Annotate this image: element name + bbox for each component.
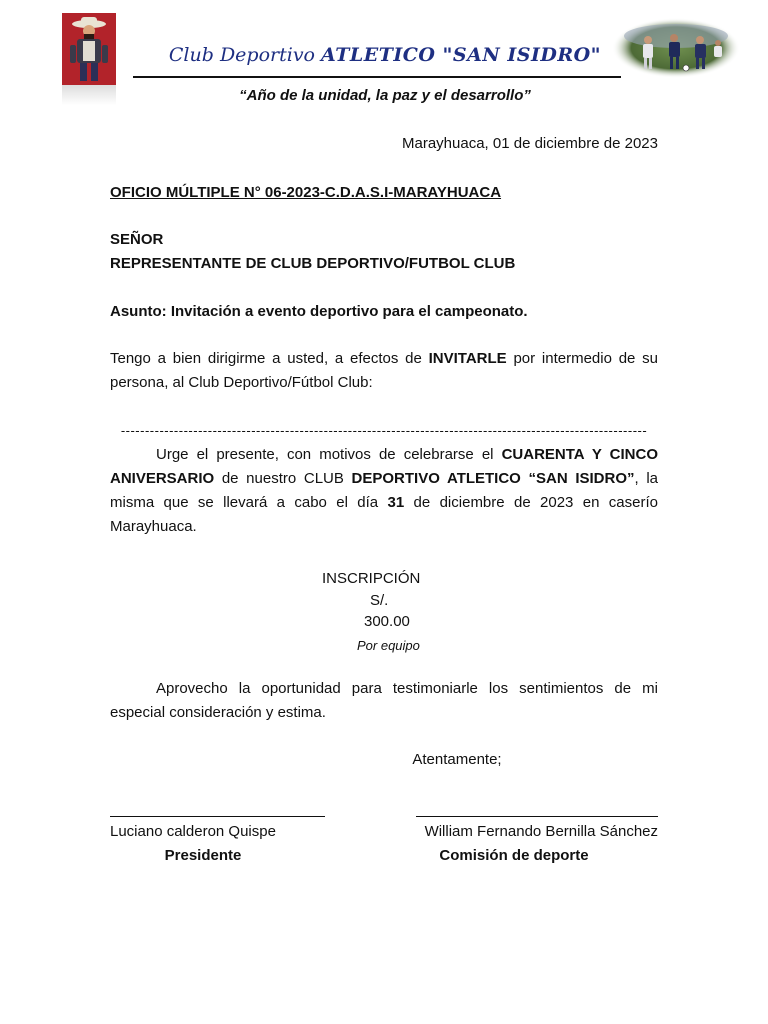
paragraph-anniversary — [110, 443, 658, 539]
fee-currency: S/. — [370, 592, 389, 609]
signer-name-president: Luciano calderon Quispe — [110, 823, 276, 840]
paragraph-invitation — [110, 347, 658, 395]
closing-salutation: Atentamente; — [412, 751, 502, 768]
blank-fill-line: ------------------------------------------------------------------------------------------------------------- — [120, 423, 648, 438]
p2-text-g: de diciembre de 2023 en caserío Marayhuaca. — [110, 494, 658, 535]
recipient: REPRESENTANTE DE CLUB DEPORTIVO/FUTBOL CLUB — [110, 255, 516, 272]
p2-text-club: DEPORTIVO ATLETICO “SAN ISIDRO” — [351, 470, 635, 487]
paragraph-closing: Aprovecho la oportunidad para testimoniarle los sentimientos de mi especial consideración y estima. — [110, 680, 658, 721]
signature-line-president — [110, 816, 325, 817]
p2-text-c: de nuestro CLUB — [214, 470, 352, 487]
signer-name-sports: William Fernando Bernilla Sánchez — [424, 823, 658, 840]
p2-text-day: 31 — [387, 494, 405, 511]
fee-label: INSCRIPCIÓN — [322, 570, 421, 587]
p2-text-anniversary: CUARENTA Y CINCO ANIVERSARIO — [110, 446, 659, 487]
signature-line-sports — [416, 816, 658, 817]
p1-text-c: por intermedio de su persona, al Club Deportivo/Fútbol Club: — [110, 350, 658, 391]
signer-role-sports: Comisión de deporte — [439, 847, 589, 864]
p1-text-a: Tengo a bien dirigirme a usted, a efectos de — [110, 350, 429, 367]
club-title-prefix: Club Deportivo — [168, 44, 322, 66]
signer-role-president: Presidente — [164, 847, 242, 864]
salutation: SEÑOR — [110, 231, 164, 248]
club-title-name: ATLETICO "SAN ISIDRO" — [321, 44, 602, 66]
p2-text-e: , la misma que se llevará a cabo el día — [110, 470, 658, 511]
p2-text-a: Urge el presente, con motivos de celebrarse el — [156, 446, 502, 463]
fee-amount: 300.00 — [364, 613, 410, 630]
subject-line: Asunto: Invitación a evento deportivo para el campeonato. — [110, 303, 528, 320]
club-title — [130, 44, 640, 66]
letter-date: Marayhuaca, 01 de diciembre de 2023 — [402, 135, 658, 152]
p1-text-bold: INVITARLE — [428, 350, 507, 367]
year-motto: “Año de la unidad, la paz y el desarrollo” — [239, 87, 531, 104]
club-mascot-logo — [62, 13, 116, 105]
header-divider — [133, 76, 621, 78]
oficio-number: OFICIO MÚLTIPLE N° 06-2023-C.D.A.S.I-MARAYHUACA — [110, 184, 502, 201]
fee-unit: Por equipo — [357, 638, 420, 653]
